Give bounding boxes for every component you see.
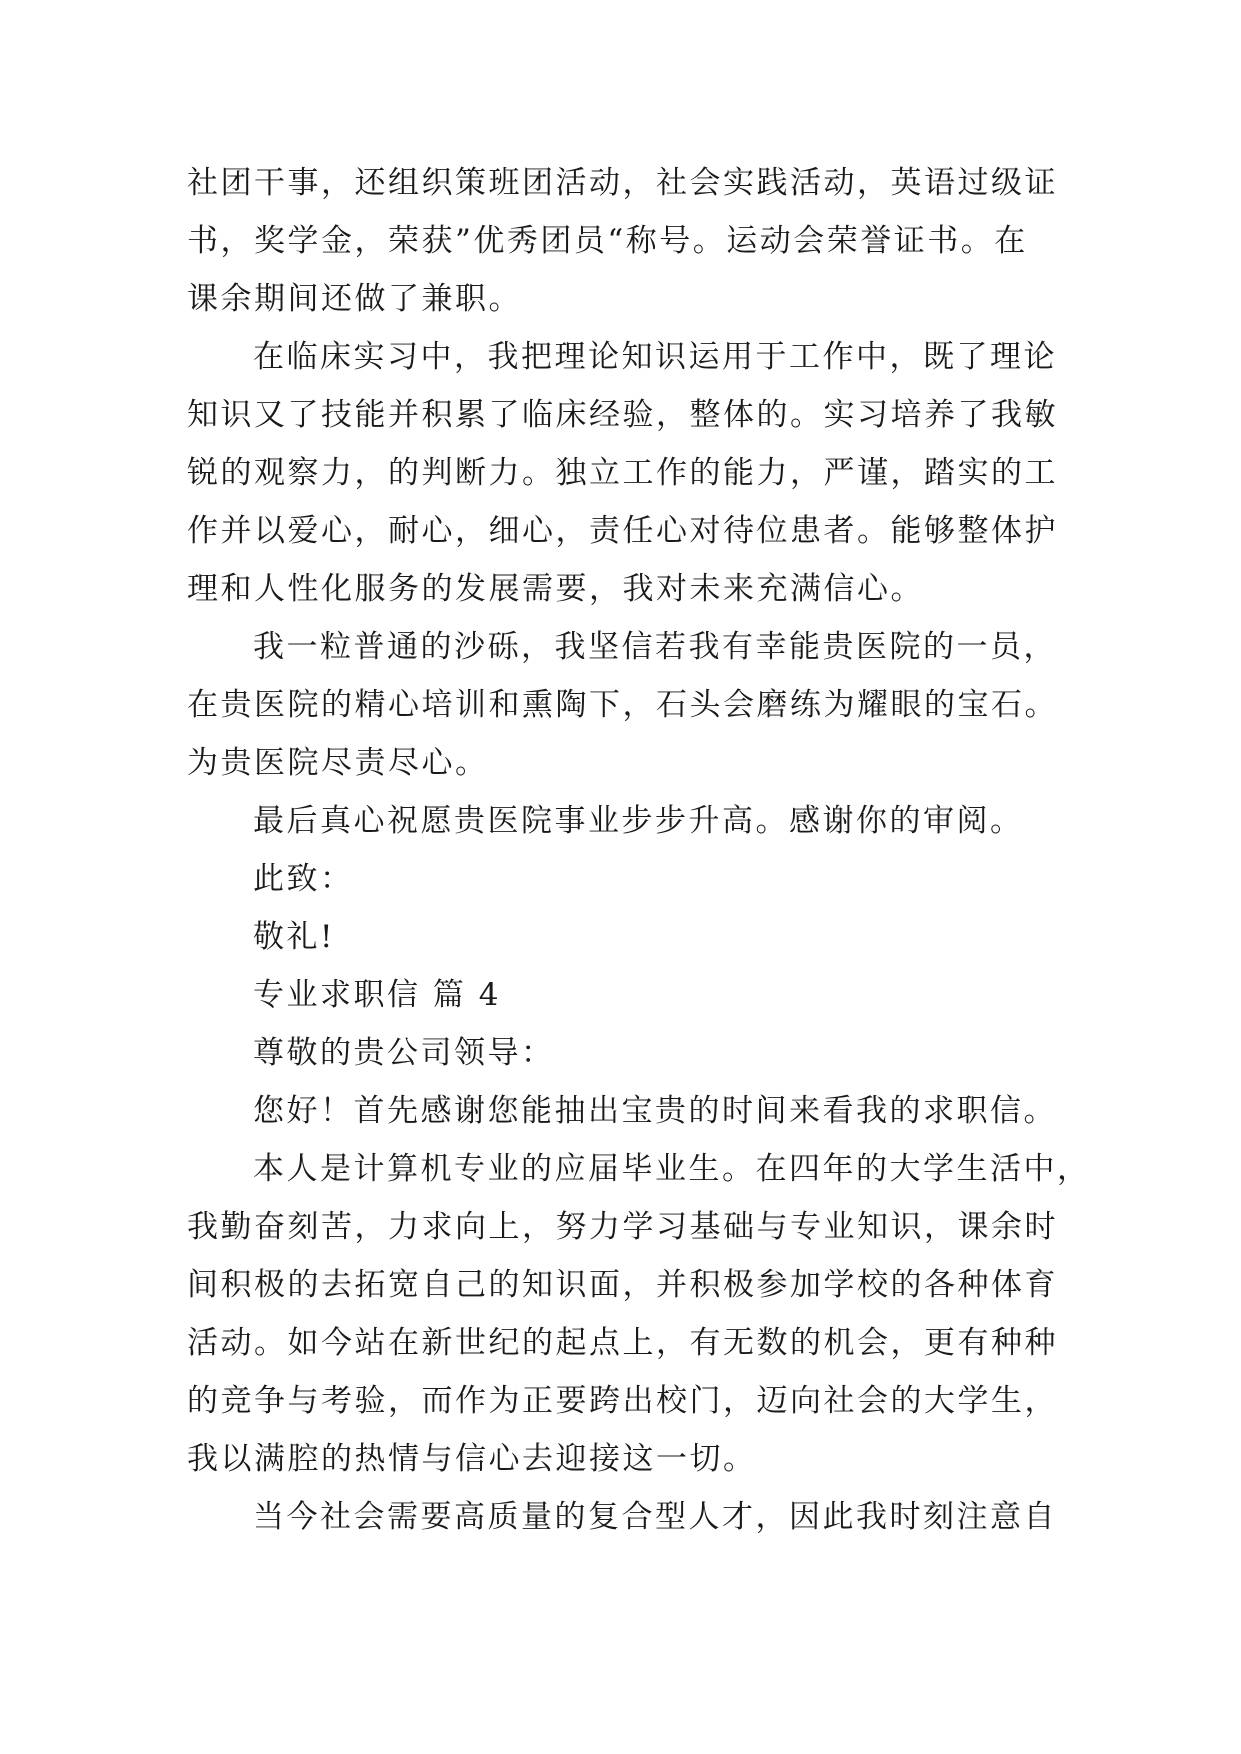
text-line: 的竞争与考验，而作为正要跨出校门，迈向社会的大学生， — [187, 1383, 1058, 1419]
paragraph-first-line: 此致： — [253, 861, 354, 897]
text-line: 我勤奋刻苦，力求向上，努力学习基础与专业知识，课余时 — [187, 1209, 1058, 1245]
text-line: 作并以爱心，耐心，细心，责任心对待位患者。能够整体护 — [187, 513, 1058, 549]
text-line: 知识又了技能并积累了临床经验，整体的。实习培养了我敏 — [187, 397, 1058, 433]
paragraph-first-line: 我一粒普通的沙砾，我坚信若我有幸能贵医院的一员， — [253, 629, 1057, 665]
paragraph-first-line: 尊敬的贵公司领导： — [253, 1035, 555, 1071]
text-line: 间积极的去拓宽自己的知识面，并积极参加学校的各种体育 — [187, 1267, 1058, 1303]
document-body — [187, 154, 1091, 1546]
text-line: 社团干事，还组织策班团活动，社会实践活动，英语过级证 — [187, 165, 1058, 201]
text-line: 活动。如今站在新世纪的起点上，有无数的机会，更有种种 — [187, 1325, 1058, 1361]
text-line: 理和人性化服务的发展需要，我对未来充满信心。 — [187, 571, 924, 607]
text-line: 书，奖学金，荣获”优秀团员“称号。运动会荣誉证书。在 — [187, 223, 1028, 259]
paragraph-first-line: 最后真心祝愿贵医院事业步步升高。感谢你的审阅。 — [253, 803, 1024, 839]
text-line: 锐的观察力，的判断力。独立工作的能力，严谨，踏实的工 — [187, 455, 1058, 491]
paragraph-first-line: 当今社会需要高质量的复合型人才，因此我时刻注意自 — [253, 1499, 1057, 1535]
text-line: 我以满腔的热情与信心去迎接这一切。 — [187, 1441, 757, 1477]
paragraph-first-line: 敬礼! — [253, 919, 335, 955]
text-line: 为贵医院尽责尽心。 — [187, 745, 489, 781]
paragraph-first-line: 本人是计算机专业的应届毕业生。在四年的大学生活中， — [253, 1151, 1091, 1187]
text-line: 课余期间还做了兼职。 — [187, 281, 522, 317]
paragraph-first-line: 您好！首先感谢您能抽出宝贵的时间来看我的求职信。 — [253, 1093, 1057, 1129]
text-line: 在贵医院的精心培训和熏陶下，石头会磨练为耀眼的宝石。 — [187, 687, 1058, 723]
paragraph-first-line: 专业求职信 篇 4 — [253, 977, 501, 1013]
paragraph-first-line: 在临床实习中，我把理论知识运用于工作中，既了理论 — [253, 339, 1057, 375]
